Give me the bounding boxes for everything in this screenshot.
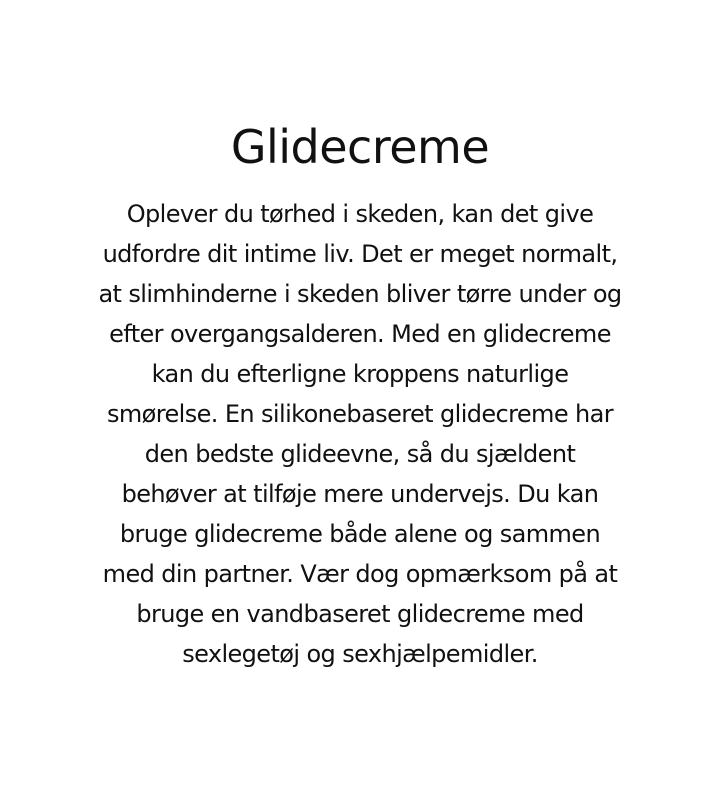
paragraph-line: bruge glidecreme både alene og sammen	[119, 520, 601, 548]
paragraph-line: behøver at tilføje mere undervejs. Du kan	[121, 480, 599, 508]
paragraph-line: kan du efterligne kroppens naturlige	[151, 360, 569, 388]
description-paragraph	[30, 194, 690, 674]
paragraph-line: at slimhinderne i skeden bliver tørre under og	[98, 280, 622, 308]
paragraph-line: sexlegetøj og sexhjælpemidler.	[182, 640, 538, 668]
paragraph-line: Oplever du tørhed i skeden, kan det give	[126, 200, 594, 228]
paragraph-line: efter overgangsalderen. Med en glidecreme	[109, 320, 611, 348]
paragraph-line: smørelse. En silikonebaseret glidecreme har	[106, 400, 614, 428]
paragraph-line: udfordre dit intime liv. Det er meget normalt,	[102, 240, 618, 268]
article-section	[0, 114, 720, 674]
page-title: Glidecreme	[230, 120, 490, 174]
paragraph-line: med din partner. Vær dog opmærksom på at	[102, 560, 618, 588]
paragraph-line: den bedste glideevne, så du sjældent	[144, 440, 576, 468]
paragraph-line: bruge en vandbaseret glidecreme med	[136, 600, 584, 628]
